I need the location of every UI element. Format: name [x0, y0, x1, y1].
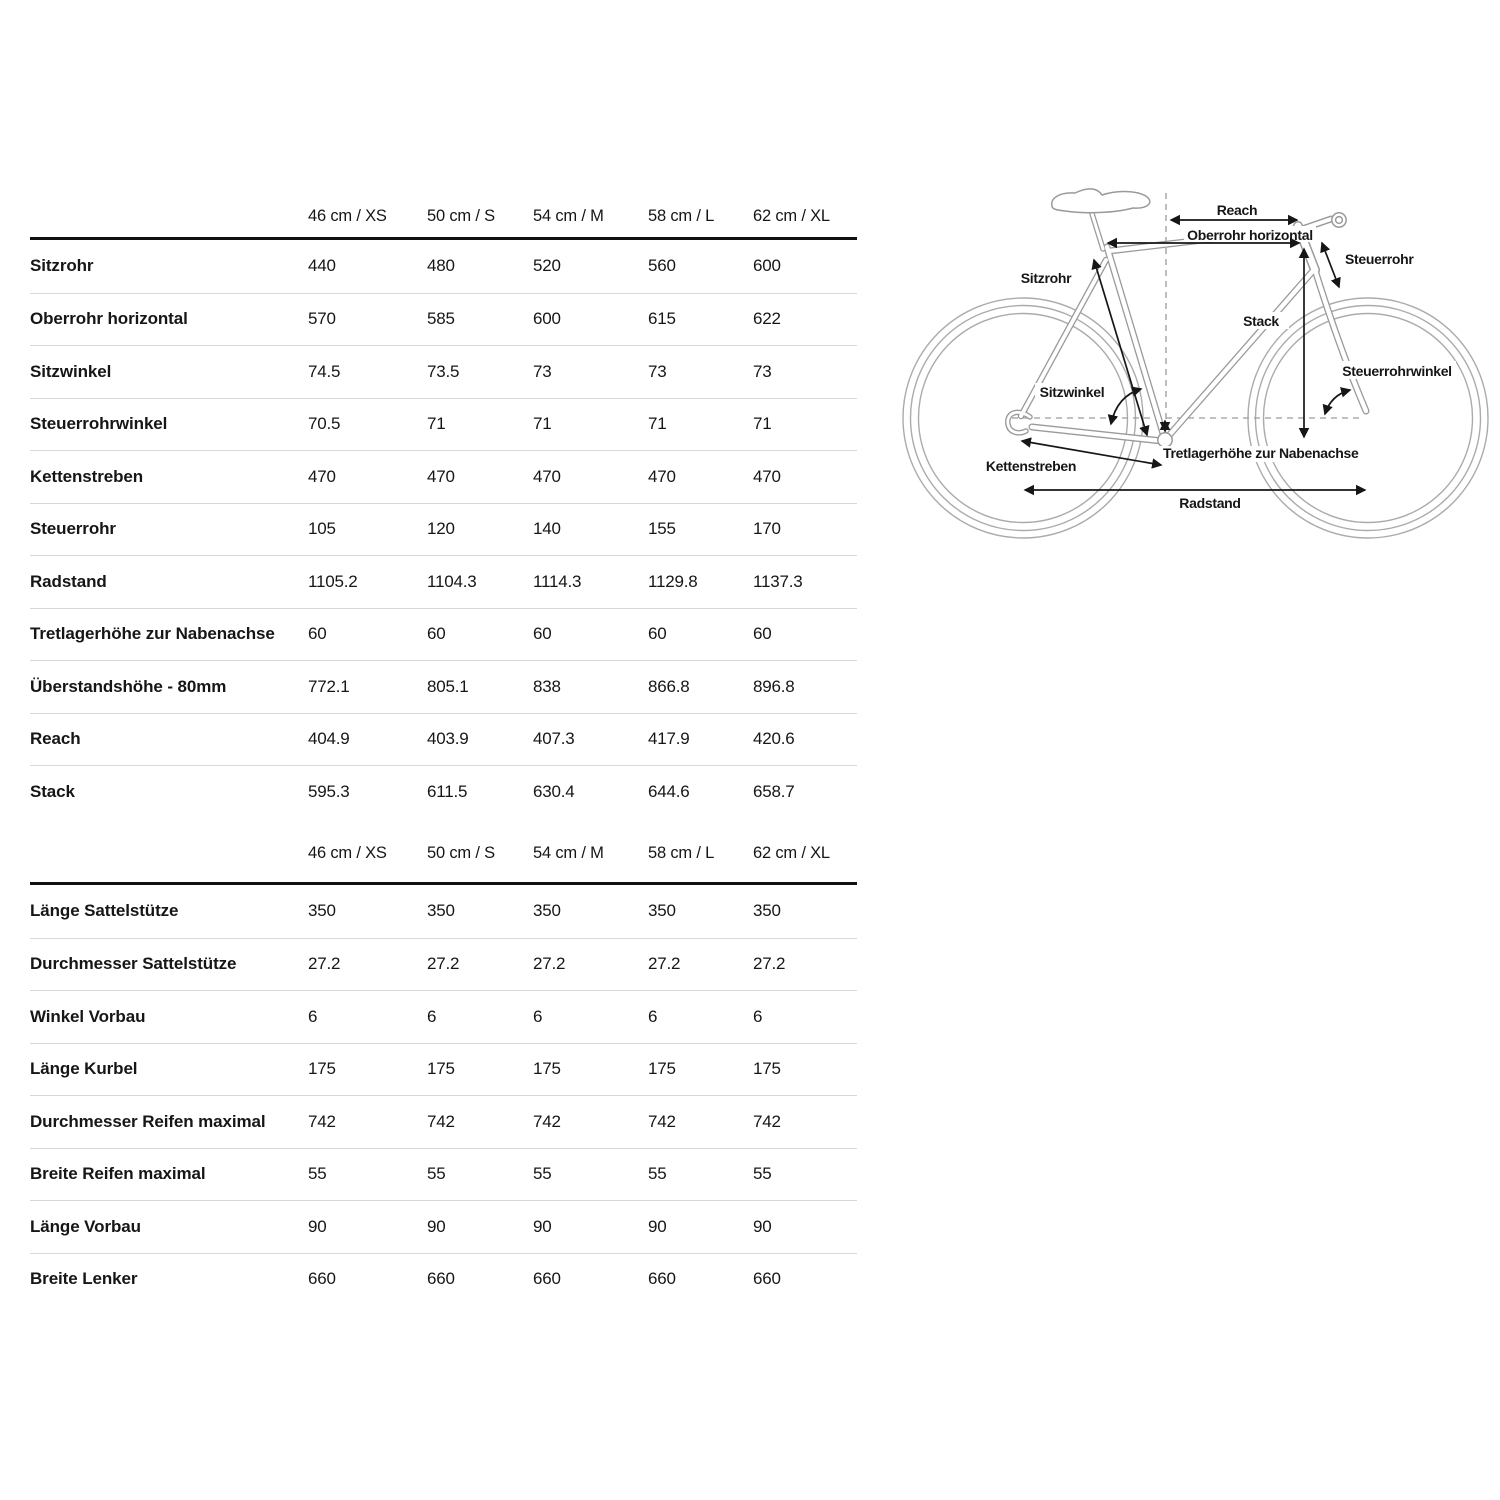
- diagram-label-reach: Reach: [1216, 202, 1258, 218]
- row-value: 417.9: [648, 729, 690, 749]
- row-value: 73: [753, 361, 772, 381]
- steuerrohr-arrow: [1322, 243, 1339, 287]
- column-header: 58 cm / L: [648, 844, 715, 862]
- saddle-icon: [1052, 189, 1150, 213]
- row-value: 350: [427, 901, 455, 921]
- row-label: Sitzwinkel: [30, 361, 112, 381]
- row-value: 350: [308, 901, 336, 921]
- row-value: 175: [427, 1059, 455, 1079]
- row-value: 660: [427, 1269, 455, 1289]
- row-value: 630.4: [533, 781, 575, 801]
- column-header: 62 cm / XL: [753, 206, 830, 225]
- table-row: [30, 765, 857, 818]
- row-value: 6: [427, 1006, 437, 1026]
- table-row: [30, 713, 857, 766]
- row-value: 742: [648, 1111, 676, 1131]
- row-value: 175: [753, 1059, 781, 1079]
- row-value: 6: [753, 1006, 763, 1026]
- row-value: 90: [308, 1216, 327, 1236]
- row-value: 595.3: [308, 781, 350, 801]
- diagram-label-sitzwinkel: Sitzwinkel: [1039, 384, 1105, 400]
- row-value: 71: [533, 414, 552, 434]
- table-row: [30, 1095, 857, 1148]
- row-value: 350: [533, 901, 561, 921]
- row-value: 440: [308, 256, 336, 276]
- row-value: 73.5: [427, 361, 460, 381]
- row-value: 658.7: [753, 781, 795, 801]
- row-value: 660: [753, 1269, 781, 1289]
- row-value: 350: [753, 901, 781, 921]
- row-label: Sitzrohr: [30, 256, 94, 276]
- row-value: 71: [427, 414, 446, 434]
- handlebar-grip-inner-icon: [1336, 217, 1343, 224]
- row-value: 742: [533, 1111, 561, 1131]
- row-value: 175: [533, 1059, 561, 1079]
- row-value: 470: [753, 466, 781, 486]
- row-value: 660: [648, 1269, 676, 1289]
- row-value: 470: [427, 466, 455, 486]
- row-label: Kettenstreben: [30, 466, 144, 486]
- table-row: [30, 345, 857, 398]
- sitzwinkel-arc-arrow: [1111, 389, 1141, 424]
- column-header: 62 cm / XL: [753, 844, 830, 862]
- row-value: 27.2: [533, 954, 566, 974]
- table-row: [30, 555, 857, 608]
- row-label: Winkel Vorbau: [30, 1006, 146, 1026]
- row-value: 90: [427, 1216, 446, 1236]
- row-value: 175: [648, 1059, 676, 1079]
- row-value: 866.8: [648, 676, 690, 696]
- table-body: [30, 885, 857, 1305]
- row-value: 1137.3: [753, 571, 803, 591]
- row-value: 742: [427, 1111, 455, 1131]
- row-value: 155: [648, 519, 676, 539]
- column-header: 54 cm / M: [533, 844, 604, 862]
- row-value: 660: [533, 1269, 561, 1289]
- diagram-label-stack: Stack: [1243, 313, 1279, 329]
- row-value: 407.3: [533, 729, 575, 749]
- row-value: 140: [533, 519, 561, 539]
- diagram-label-tretlagerhoehe: Tretlagerhöhe zur Nabenachse: [1163, 445, 1359, 461]
- row-value: 27.2: [308, 954, 341, 974]
- row-value: 55: [753, 1164, 772, 1184]
- row-label: Länge Kurbel: [30, 1059, 138, 1079]
- row-value: 838: [533, 676, 561, 696]
- row-value: 420.6: [753, 729, 795, 749]
- row-value: 90: [753, 1216, 772, 1236]
- row-value: 6: [648, 1006, 658, 1026]
- diagram-label-kettenstreben: Kettenstreben: [985, 458, 1077, 474]
- row-value: 403.9: [427, 729, 469, 749]
- row-value: 896.8: [753, 676, 795, 696]
- row-value: 73: [533, 361, 552, 381]
- row-value: 600: [753, 256, 781, 276]
- table-row: [30, 240, 857, 293]
- row-value: 60: [427, 624, 446, 644]
- geometry-table-frame: [30, 195, 857, 818]
- row-value: 6: [533, 1006, 543, 1026]
- table-row: [30, 503, 857, 556]
- geometry-table-components: [30, 825, 857, 1305]
- row-value: 55: [308, 1164, 327, 1184]
- row-value: 1129.8: [648, 571, 698, 591]
- row-label: Radstand: [30, 571, 107, 591]
- row-value: 520: [533, 256, 561, 276]
- row-value: 60: [648, 624, 667, 644]
- row-label: Reach: [30, 729, 81, 749]
- row-value: 27.2: [427, 954, 460, 974]
- row-value: 170: [753, 519, 781, 539]
- row-value: 55: [427, 1164, 446, 1184]
- row-value: 611.5: [427, 781, 468, 801]
- row-value: 350: [648, 901, 676, 921]
- row-value: 470: [648, 466, 676, 486]
- row-value: 120: [427, 519, 455, 539]
- row-value: 660: [308, 1269, 336, 1289]
- row-value: 70.5: [308, 414, 341, 434]
- column-header: 46 cm / XS: [308, 844, 387, 862]
- row-value: 1105.2: [308, 571, 358, 591]
- diagram-label-radstand: Radstand: [1179, 495, 1241, 511]
- row-value: 404.9: [308, 729, 350, 749]
- table-row: [30, 990, 857, 1043]
- row-value: 73: [648, 361, 667, 381]
- row-value: 585: [427, 309, 455, 329]
- steuerrohrwinkel-arc-arrow: [1325, 390, 1350, 414]
- row-value: 805.1: [427, 676, 469, 696]
- row-value: 55: [648, 1164, 667, 1184]
- table-row: [30, 885, 857, 938]
- table-body: [30, 240, 857, 818]
- table-row: [30, 293, 857, 346]
- front-wheel-icon: [1248, 298, 1488, 538]
- column-header: 46 cm / XS: [308, 206, 387, 225]
- row-value: 615: [648, 309, 676, 329]
- row-value: 71: [648, 414, 667, 434]
- row-value: 90: [533, 1216, 552, 1236]
- row-value: 27.2: [648, 954, 681, 974]
- row-value: 742: [753, 1111, 781, 1131]
- table-header-row: [30, 195, 857, 240]
- row-value: 772.1: [308, 676, 350, 696]
- row-value: 74.5: [308, 361, 341, 381]
- row-value: 90: [648, 1216, 667, 1236]
- row-value: 60: [753, 624, 772, 644]
- row-label: Steuerrohrwinkel: [30, 414, 168, 434]
- diagram-label-steuerrohr: Steuerrohr: [1345, 251, 1414, 267]
- row-value: 105: [308, 519, 336, 539]
- row-label: Breite Reifen maximal: [30, 1164, 206, 1184]
- table-row: [30, 450, 857, 503]
- row-value: 1114.3: [533, 571, 582, 591]
- row-value: 644.6: [648, 781, 690, 801]
- row-value: 742: [308, 1111, 336, 1131]
- row-label: Oberrohr horizontal: [30, 309, 188, 329]
- row-label: Überstandshöhe - 80mm: [30, 676, 227, 696]
- column-header: 50 cm / S: [427, 844, 495, 862]
- row-value: 470: [533, 466, 561, 486]
- row-value: 175: [308, 1059, 336, 1079]
- table-row: [30, 1148, 857, 1201]
- column-header: 54 cm / M: [533, 206, 604, 225]
- row-label: Breite Lenker: [30, 1269, 138, 1289]
- table-row: [30, 660, 857, 713]
- row-value: 27.2: [753, 954, 786, 974]
- row-value: 60: [533, 624, 552, 644]
- table-row: [30, 398, 857, 451]
- row-value: 71: [753, 414, 772, 434]
- row-label: Länge Vorbau: [30, 1216, 141, 1236]
- row-value: 480: [427, 256, 455, 276]
- diagram-label-oberrohr: Oberrohr horizontal: [1187, 227, 1313, 243]
- row-label: Durchmesser Reifen maximal: [30, 1111, 266, 1131]
- row-value: 622: [753, 309, 781, 329]
- row-value: 6: [308, 1006, 318, 1026]
- table-row: [30, 1043, 857, 1096]
- row-value: 55: [533, 1164, 552, 1184]
- row-label: Tretlagerhöhe zur Nabenachse: [30, 624, 275, 644]
- row-value: 60: [308, 624, 327, 644]
- row-label: Länge Sattelstütze: [30, 901, 179, 921]
- bike-diagram-svg: [890, 175, 1500, 570]
- table-row: [30, 608, 857, 661]
- row-value: 470: [308, 466, 336, 486]
- row-label: Durchmesser Sattelstütze: [30, 954, 237, 974]
- diagram-label-sitzrohr: Sitzrohr: [1020, 270, 1072, 286]
- table-row: [30, 1200, 857, 1253]
- column-header: 58 cm / L: [648, 206, 715, 225]
- table-header-row: [30, 825, 857, 885]
- row-value: 600: [533, 309, 561, 329]
- row-value: 560: [648, 256, 676, 276]
- table-row: [30, 938, 857, 991]
- row-value: 570: [308, 309, 336, 329]
- row-label: Stack: [30, 781, 75, 801]
- bike-geometry-diagram: [890, 175, 1500, 570]
- column-header: 50 cm / S: [427, 206, 495, 225]
- diagram-label-steuerrohrwinkel: Steuerrohrwinkel: [1342, 363, 1452, 379]
- row-value: 1104.3: [427, 571, 477, 591]
- table-row: [30, 1253, 857, 1306]
- row-label: Steuerrohr: [30, 519, 116, 539]
